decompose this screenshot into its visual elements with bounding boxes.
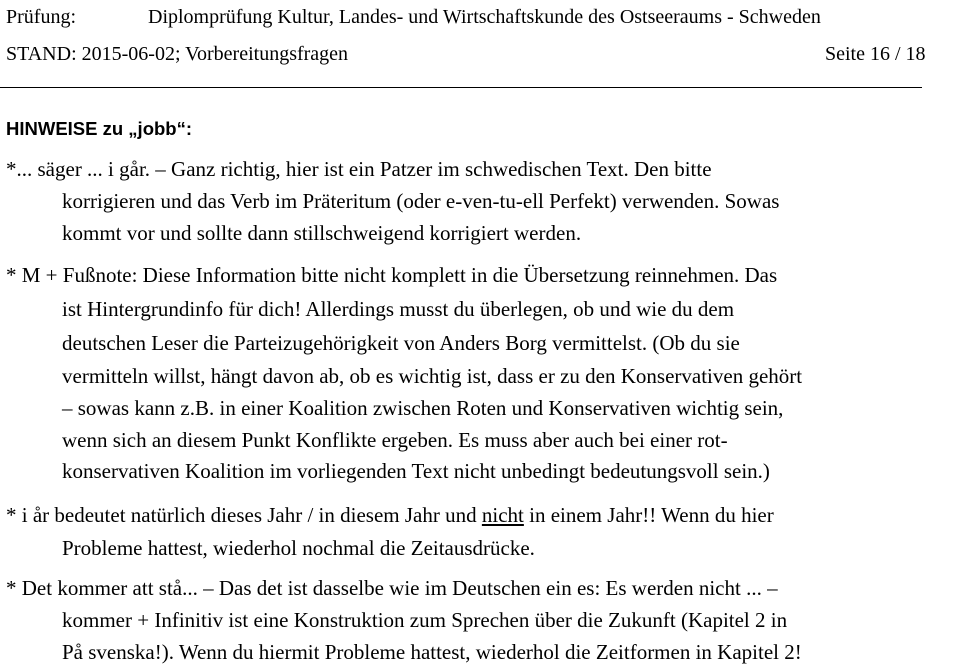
text-segment: * i år bedeutet natürlich dieses Jahr / in diesem Jahr und [6, 503, 482, 527]
text-line: ist Hintergrundinfo für dich! Allerdings musst du überlegen, ob und wie du dem [62, 297, 735, 321]
text-line: konservativen Koalition im vorliegenden Text nicht unbedingt bedeutungsvoll sein.) [62, 459, 770, 483]
header-divider [0, 87, 922, 88]
text-line: På svenska!). Wenn du hiermit Probleme hattest, wiederhol die Zeitformen in Kapitel 2! [62, 640, 802, 664]
text-line [6, 503, 774, 527]
text-line: vermitteln willst, hängt davon ab, ob es wichtig ist, dass er zu den Konservativen gehört [62, 364, 803, 388]
page-number: Seite 16 / 18 [825, 43, 926, 65]
text-line: Probleme hattest, wiederhol nochmal die Zeitausdrücke. [62, 536, 535, 560]
text-line: wenn sich an diesem Punkt Konflikte ergeben. Es muss aber auch bei einer rot- [62, 428, 728, 452]
header-exam-label: Prüfung: [6, 6, 76, 28]
text-line: kommer + Infinitiv ist eine Konstruktion zum Sprechen über die Zukunft (Kapitel 2 in [62, 608, 788, 632]
text-segment: in einem Jahr!! Wenn du hier [523, 503, 774, 527]
text-line: korrigieren und das Verb im Präteritum (oder e-ven-tu-ell Perfekt) verwenden. Sowas [62, 189, 780, 213]
section-heading: HINWEISE zu „jobb“: [6, 118, 193, 139]
text-line: * M + Fußnote: Diese Information bitte nicht komplett in die Übersetzung reinnehmen. Das [6, 263, 778, 287]
text-line: – sowas kann z.B. in einer Koalition zwischen Roten und Konservativen wichtig sein, [62, 396, 784, 420]
header-exam-title: Diplomprüfung Kultur, Landes- und Wirtschaftskunde des Ostseeraums - Schweden [148, 6, 821, 28]
text-line: * Det kommer att stå... – Das det ist dasselbe wie im Deutschen ein es: Es werden nicht ... – [6, 576, 778, 600]
text-line: deutschen Leser die Parteizugehörigkeit von Anders Borg vermittelst. (Ob du sie [62, 331, 740, 355]
text-line: kommt vor und sollte dann stillschweigend korrigiert werden. [62, 221, 582, 245]
underlined-word: nicht [481, 503, 524, 527]
header-status: STAND: 2015-06-02; Vorbereitungsfragen [6, 43, 349, 65]
text-line: *... säger ... i går. – Ganz richtig, hier ist ein Patzer im schwedischen Text. Den bitte [6, 157, 712, 181]
